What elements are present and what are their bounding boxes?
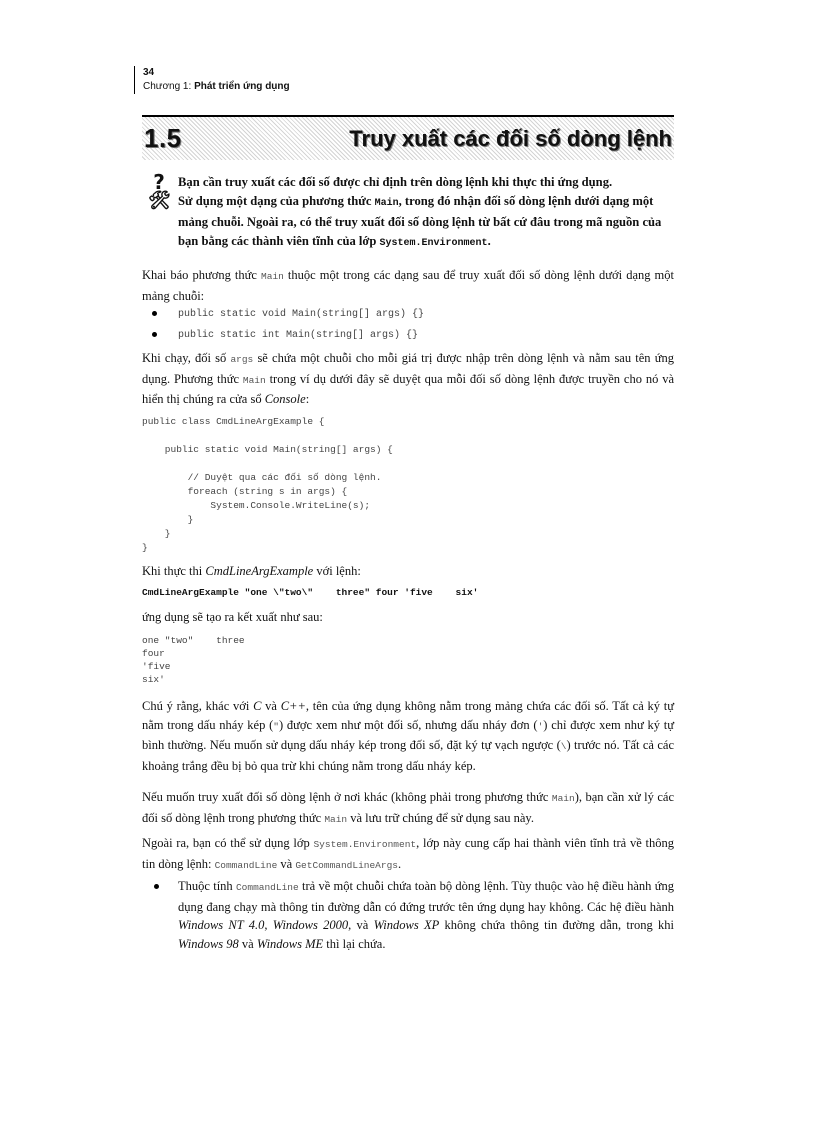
hammer-wrench-icon: 🛠: [148, 190, 171, 211]
inline-code: Main: [324, 813, 348, 825]
text: với lệnh:: [313, 564, 361, 578]
text: ), bạn cần xử lý các đối số dòng lệnh trong phương thức: [142, 790, 674, 825]
chapter-title: Phát triển ứng dụng: [194, 81, 290, 92]
section-number: 1.5: [144, 123, 182, 153]
section-heading-bar: [142, 115, 674, 160]
inline-code: \: [560, 741, 567, 753]
italic-text: Windows 2000: [272, 918, 349, 933]
italic-text: Windows XP: [373, 918, 440, 933]
solution-code-main: Main: [374, 198, 399, 209]
paragraph-quote-rules: [142, 697, 674, 775]
command-line-example: CmdLineArgExample "one \"two\" three" four 'five six': [142, 587, 479, 598]
text: , tên của ứng dụng không nằm trong mảng chứa các đối số. Tất cả ký tự nằm trong dấu nháy kép (: [142, 699, 674, 732]
bullet-icon: [152, 311, 157, 316]
italic-text: Windows NT 4.0: [178, 918, 265, 933]
inline-code: CommandLine: [235, 882, 299, 893]
problem-solution-block: [142, 170, 674, 253]
output-example: one "two" three four 'five six': [142, 635, 245, 685]
paragraph-execute: [142, 562, 674, 581]
italic-text: Console: [264, 392, 306, 407]
solution-text-1: Sử dụng một dạng của phương thức: [178, 194, 375, 208]
text: Khi chạy, đối số: [142, 351, 231, 365]
section-title: Truy xuất các đối số dòng lệnh: [349, 126, 672, 151]
inline-code: Main: [551, 793, 575, 804]
inline-code: ': [537, 720, 544, 732]
inline-code: GetCommandLineArgs: [295, 859, 398, 871]
chapter-prefix: Chương 1:: [143, 81, 195, 92]
text: ,: [264, 918, 273, 933]
solution-code-environment: System.Environment: [379, 238, 488, 249]
inline-code: ": [273, 720, 279, 732]
question-mark-icon: ?: [153, 170, 165, 194]
page-header: [134, 66, 290, 94]
paragraph-output-intro: ứng dụng sẽ tạo ra kết xuất như sau:: [142, 610, 323, 624]
text: và: [261, 699, 281, 713]
text: thuộc một trong các dạng sau để truy xuất đối số dòng lệnh dưới dạng một mảng chuỗi:: [142, 268, 675, 303]
page-number: 34: [143, 67, 155, 78]
code-example: public class CmdLineArgExample { public static void Main(string[] args) { // Duyệt qua các đối số dòng lệnh. foreach (string s in args) { System.Console.WriteLine(s); } } }: [142, 416, 393, 553]
text: , và: [348, 918, 374, 933]
paragraph-environment: [142, 834, 674, 875]
text: Thuộc tính: [178, 879, 236, 893]
inline-code: CommandLine: [214, 859, 278, 871]
list-item: [150, 877, 674, 953]
text: thì lại chứa.: [323, 936, 386, 951]
solution-text-3: .: [487, 234, 491, 248]
text: Khai báo phương thức: [142, 268, 262, 282]
italic-text: C++: [280, 699, 306, 713]
text: .: [397, 856, 402, 871]
italic-text: CmdLineArgExample: [205, 564, 314, 578]
inline-code: System.Environment: [313, 839, 417, 850]
main-forms-list: [150, 304, 650, 346]
text: không chứa thông tin đường dẫn, trong khi: [439, 918, 674, 933]
code-signature: public static int Main(string[] args) {}: [178, 330, 419, 341]
text: trong ví dụ dưới đây sẽ duyệt qua mỗi đối số dòng lệnh được truyền cho nó và hiển thị chúng ra cửa sổ: [142, 371, 674, 407]
text: ) chỉ được xem như ký tự bình thường. Nếu muốn sử dụng dấu nháy kép trong đối số, đặt ký tự vạch ngược (: [142, 717, 674, 753]
code-signature: public static void Main(string[] args) {}: [178, 309, 425, 320]
text: :: [305, 392, 310, 407]
bullet-icon: [152, 332, 157, 337]
text: Khi thực thi: [142, 564, 206, 578]
italic-text: Windows ME: [256, 936, 324, 951]
paragraph-main-declaration: [142, 266, 674, 305]
problem-text: Bạn cần truy xuất các đối số được chỉ định trên dòng lệnh khi thực thi ứng dụng.: [178, 175, 613, 189]
text: Ngoài ra, bạn có thể sử dụng lớp: [142, 836, 314, 850]
problem-row: [142, 170, 674, 194]
text: Chú ý rằng, khác với: [142, 699, 254, 713]
paragraph-store-args: [142, 788, 674, 829]
inline-code: args: [230, 354, 254, 365]
text: sẽ chứa một chuỗi cho mỗi giá trị được nhập trên dòng lệnh và nằm sau tên ứng dụng. Phương thức: [142, 351, 674, 386]
italic-text: Windows 98: [178, 936, 239, 951]
text: , lớp này cung cấp hai thành viên tĩnh trả về thông tin dòng lệnh:: [142, 836, 674, 871]
commandline-bullet: [150, 877, 674, 953]
list-item: [150, 325, 650, 346]
text: trả về một chuỗi chứa toàn bộ dòng lệnh. Tùy thuộc vào hệ điều hành ứng dụng đang chạy mà thông tin đường dẫn có đứng trước tên ứng dụng hay không. Các hệ điều hành: [178, 879, 674, 914]
italic-text: C: [253, 699, 262, 713]
inline-code: Main: [261, 271, 284, 282]
paragraph-args-explanation: [142, 349, 674, 409]
solution-row: [142, 192, 674, 253]
bullet-icon: [154, 884, 159, 889]
text: ) trước nó. Tất cả các khoảng trắng đều bị bỏ qua trừ khi chúng nằm trong dấu nháy kép.: [142, 738, 674, 773]
text: Nếu muốn truy xuất đối số dòng lệnh ở nơi khác (không phải trong phương thức: [142, 790, 552, 804]
text: ) được xem như một đối số, nhưng dấu nháy đơn (: [278, 717, 538, 732]
text: và: [277, 856, 296, 871]
list-item: [150, 304, 650, 325]
inline-code: Main: [242, 374, 266, 386]
chapter-heading: [143, 79, 290, 94]
solution-text-2: , trong đó nhận đối số dòng lệnh dưới dạng một mảng chuỗi. Ngoài ra, có thể truy xuất đối số dòng lệnh từ bất cứ đâu trong mã nguồn của bạn bằng các thành viên tĩnh của lớp: [178, 194, 662, 248]
text: và: [238, 936, 257, 951]
text: và lưu trữ chúng để sử dụng sau này.: [347, 810, 534, 825]
